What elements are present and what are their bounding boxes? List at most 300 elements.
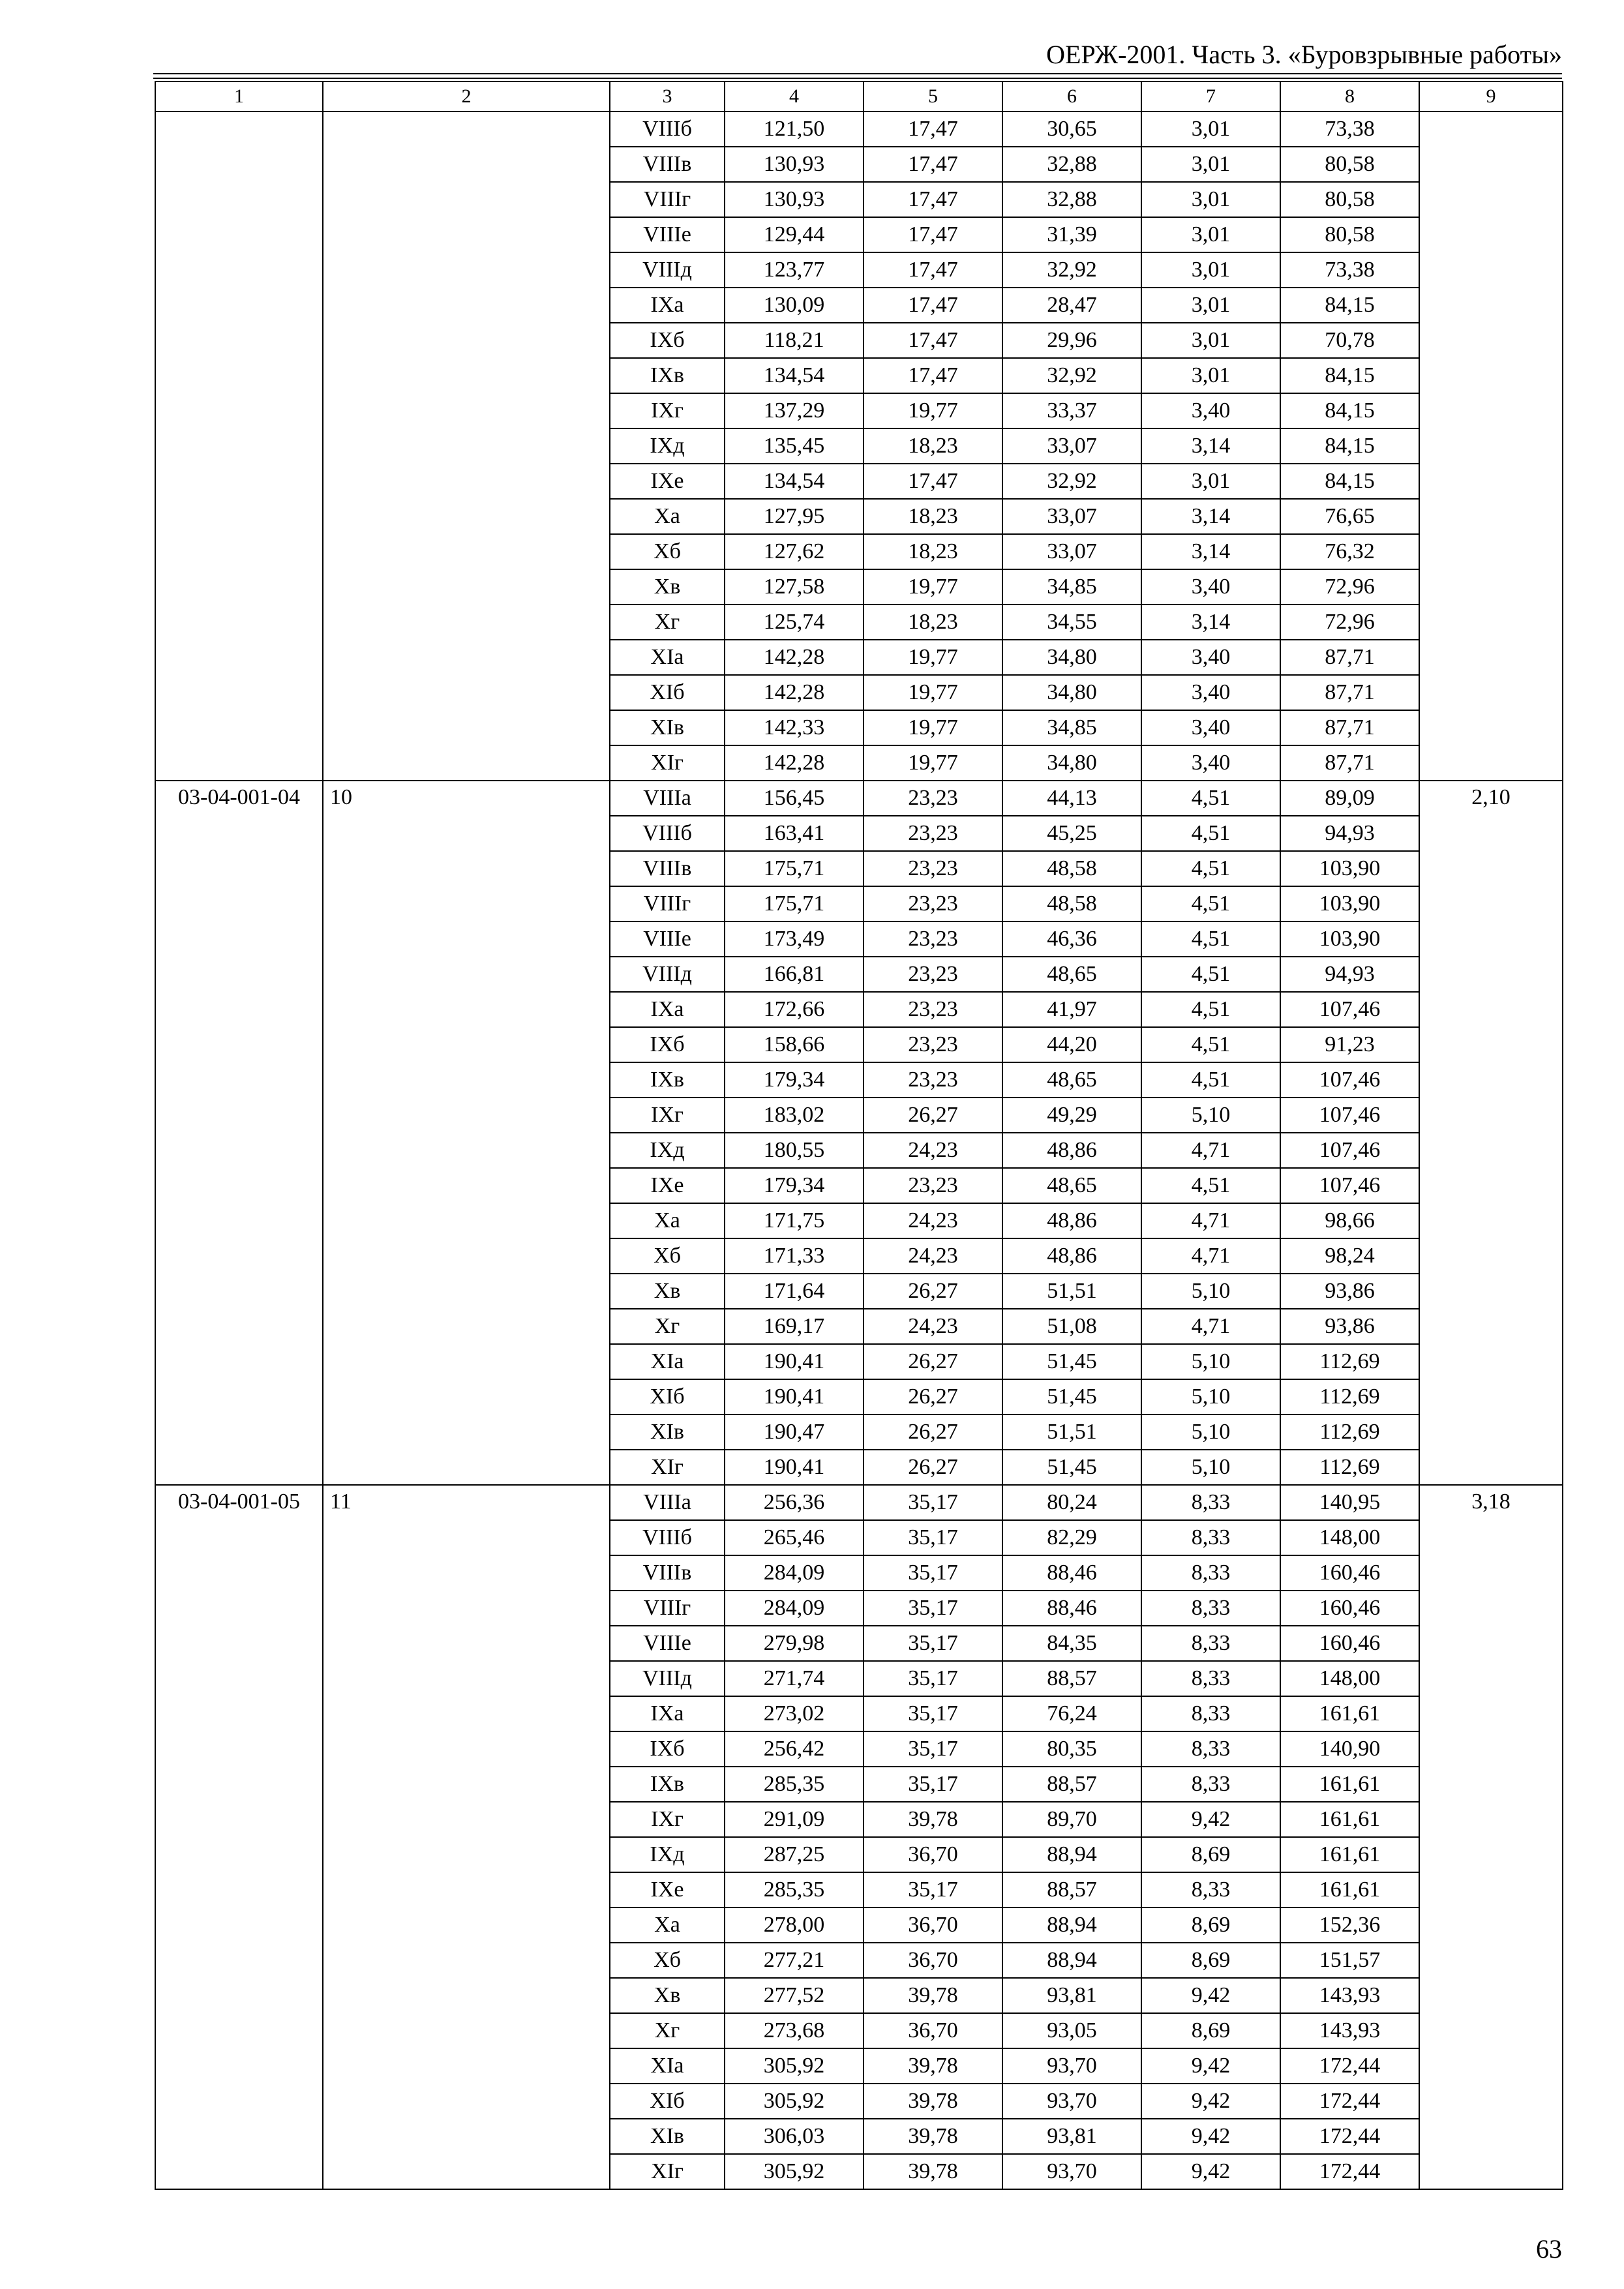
labor-cost-cell: 23,23	[864, 1168, 1002, 1203]
materials-cost-cell: 84,15	[1280, 358, 1419, 393]
machine-cost-cell: 48,86	[1002, 1238, 1141, 1274]
machine-cost-cell: 41,97	[1002, 992, 1141, 1027]
labor-cost-cell: 17,47	[864, 288, 1002, 323]
operator-wage-cell: 5,10	[1141, 1379, 1280, 1414]
labor-cost-cell: 18,23	[864, 605, 1002, 640]
labor-cost-cell: 35,17	[864, 1696, 1002, 1731]
direct-cost-cell: 256,36	[725, 1485, 864, 1520]
rock-category-cell: IXг	[610, 393, 725, 428]
direct-cost-cell: 127,95	[725, 499, 864, 534]
operator-wage-cell: 9,42	[1141, 1802, 1280, 1837]
labor-cost-cell: 35,17	[864, 1767, 1002, 1802]
rock-category-cell: IXе	[610, 1872, 725, 1908]
norm-code-cell	[155, 112, 323, 781]
machine-cost-cell: 88,94	[1002, 1837, 1141, 1872]
labor-cost-cell: 17,47	[864, 252, 1002, 288]
labor-cost-cell: 23,23	[864, 992, 1002, 1027]
machine-cost-cell: 32,88	[1002, 182, 1141, 217]
rock-category-cell: IXг	[610, 1802, 725, 1837]
direct-cost-cell: 130,93	[725, 147, 864, 182]
rock-category-cell: Xб	[610, 534, 725, 569]
machine-cost-cell: 80,24	[1002, 1485, 1141, 1520]
rock-category-cell: Xг	[610, 1309, 725, 1344]
rock-category-cell: VIIIв	[610, 851, 725, 886]
machine-cost-cell: 88,94	[1002, 1908, 1141, 1943]
operator-wage-cell: 8,33	[1141, 1555, 1280, 1591]
rock-category-cell: XIб	[610, 2084, 725, 2119]
column-number-7: 7	[1141, 82, 1280, 112]
page-number: 63	[1536, 2234, 1562, 2264]
machine-cost-cell: 88,46	[1002, 1591, 1141, 1626]
operator-wage-cell: 8,33	[1141, 1872, 1280, 1908]
labor-cost-cell: 17,47	[864, 358, 1002, 393]
labor-cost-cell: 35,17	[864, 1731, 1002, 1767]
machine-cost-cell: 34,85	[1002, 569, 1141, 605]
machine-cost-cell: 45,25	[1002, 816, 1141, 851]
rock-category-cell: VIIIд	[610, 957, 725, 992]
rock-category-cell: VIIIб	[610, 112, 725, 147]
operator-wage-cell: 4,51	[1141, 992, 1280, 1027]
rock-category-cell: IXв	[610, 1062, 725, 1098]
direct-cost-cell: 306,03	[725, 2119, 864, 2154]
direct-cost-cell: 172,66	[725, 992, 864, 1027]
machine-cost-cell: 48,65	[1002, 1168, 1141, 1203]
rock-category-cell: VIIIе	[610, 1626, 725, 1661]
rock-category-cell: VIIIе	[610, 921, 725, 957]
materials-cost-cell: 148,00	[1280, 1661, 1419, 1696]
machine-cost-cell: 82,29	[1002, 1520, 1141, 1555]
operator-wage-cell: 3,14	[1141, 428, 1280, 464]
materials-cost-cell: 72,96	[1280, 569, 1419, 605]
machine-cost-cell: 48,65	[1002, 957, 1141, 992]
materials-cost-cell: 84,15	[1280, 464, 1419, 499]
operator-wage-cell: 9,42	[1141, 2084, 1280, 2119]
column-number-5: 5	[864, 82, 1002, 112]
rock-category-cell: XIб	[610, 675, 725, 710]
materials-cost-cell: 87,71	[1280, 745, 1419, 781]
rock-category-cell: XIв	[610, 1414, 725, 1450]
operator-wage-cell: 4,51	[1141, 1062, 1280, 1098]
operator-wage-cell: 8,33	[1141, 1520, 1280, 1555]
direct-cost-cell: 180,55	[725, 1133, 864, 1168]
operator-wage-cell: 4,51	[1141, 816, 1280, 851]
direct-cost-cell: 284,09	[725, 1555, 864, 1591]
rock-category-cell: Xб	[610, 1943, 725, 1978]
materials-cost-cell: 161,61	[1280, 1872, 1419, 1908]
machine-cost-cell: 84,35	[1002, 1626, 1141, 1661]
machine-cost-cell: 51,08	[1002, 1309, 1141, 1344]
labor-cost-cell: 35,17	[864, 1626, 1002, 1661]
machine-cost-cell: 48,65	[1002, 1062, 1141, 1098]
operator-wage-cell: 3,40	[1141, 745, 1280, 781]
machine-cost-cell: 89,70	[1002, 1802, 1141, 1837]
machine-cost-cell: 93,70	[1002, 2048, 1141, 2084]
direct-cost-cell: 273,02	[725, 1696, 864, 1731]
materials-cost-cell: 80,58	[1280, 182, 1419, 217]
materials-cost-cell: 143,93	[1280, 2013, 1419, 2048]
labor-cost-cell: 19,77	[864, 745, 1002, 781]
direct-cost-cell: 284,09	[725, 1591, 864, 1626]
labor-cost-cell: 24,23	[864, 1203, 1002, 1238]
labor-cost-cell: 39,78	[864, 1802, 1002, 1837]
materials-cost-cell: 103,90	[1280, 921, 1419, 957]
unit-cell: 11	[323, 1485, 610, 2189]
direct-cost-cell: 305,92	[725, 2084, 864, 2119]
operator-wage-cell: 8,69	[1141, 1943, 1280, 1978]
materials-cost-cell: 93,86	[1280, 1274, 1419, 1309]
materials-cost-cell: 87,71	[1280, 640, 1419, 675]
machine-cost-cell: 34,80	[1002, 640, 1141, 675]
machine-cost-cell: 76,24	[1002, 1696, 1141, 1731]
table-body	[155, 82, 1563, 2189]
labor-cost-cell: 24,23	[864, 1133, 1002, 1168]
operator-wage-cell: 3,01	[1141, 112, 1280, 147]
direct-cost-cell: 291,09	[725, 1802, 864, 1837]
operator-wage-cell: 4,51	[1141, 1027, 1280, 1062]
rock-category-cell: Xв	[610, 569, 725, 605]
materials-cost-cell: 91,23	[1280, 1027, 1419, 1062]
column-number-1: 1	[155, 82, 323, 112]
operator-wage-cell: 4,51	[1141, 957, 1280, 992]
labor-cost-cell: 23,23	[864, 886, 1002, 921]
direct-cost-cell: 166,81	[725, 957, 864, 992]
materials-cost-cell: 72,96	[1280, 605, 1419, 640]
machine-cost-cell: 49,29	[1002, 1098, 1141, 1133]
rock-category-cell: VIIIг	[610, 886, 725, 921]
rock-category-cell: VIIIг	[610, 182, 725, 217]
direct-cost-cell: 129,44	[725, 217, 864, 252]
machine-cost-cell: 34,55	[1002, 605, 1141, 640]
labor-cost-cell: 36,70	[864, 2013, 1002, 2048]
operator-wage-cell: 3,01	[1141, 147, 1280, 182]
operator-wage-cell: 4,51	[1141, 886, 1280, 921]
materials-cost-cell: 140,95	[1280, 1485, 1419, 1520]
direct-cost-cell: 134,54	[725, 358, 864, 393]
labor-cost-cell: 39,78	[864, 2154, 1002, 2189]
materials-cost-cell: 160,46	[1280, 1555, 1419, 1591]
operator-wage-cell: 8,33	[1141, 1626, 1280, 1661]
table-row	[155, 112, 1563, 147]
labor-cost-cell: 24,23	[864, 1309, 1002, 1344]
direct-cost-cell: 190,41	[725, 1379, 864, 1414]
operator-wage-cell: 4,51	[1141, 921, 1280, 957]
materials-cost-cell: 161,61	[1280, 1767, 1419, 1802]
materials-cost-cell: 160,46	[1280, 1591, 1419, 1626]
direct-cost-cell: 171,64	[725, 1274, 864, 1309]
labor-cost-cell: 17,47	[864, 464, 1002, 499]
direct-cost-cell: 273,68	[725, 2013, 864, 2048]
machine-cost-cell: 28,47	[1002, 288, 1141, 323]
unit-cell: 10	[323, 781, 610, 1485]
labor-cost-cell: 23,23	[864, 921, 1002, 957]
rock-category-cell: XIв	[610, 2119, 725, 2154]
materials-cost-cell: 107,46	[1280, 1098, 1419, 1133]
rock-category-cell: VIIIд	[610, 1661, 725, 1696]
materials-cost-cell: 151,57	[1280, 1943, 1419, 1978]
machine-cost-cell: 51,45	[1002, 1379, 1141, 1414]
header-rule-bottom	[153, 78, 1562, 79]
labor-cost-cell: 35,17	[864, 1591, 1002, 1626]
rock-category-cell: Xа	[610, 1908, 725, 1943]
operator-wage-cell: 3,01	[1141, 252, 1280, 288]
direct-cost-cell: 142,28	[725, 745, 864, 781]
labor-cost-cell: 24,23	[864, 1238, 1002, 1274]
materials-cost-cell: 112,69	[1280, 1414, 1419, 1450]
rock-category-cell: Xв	[610, 1978, 725, 2013]
machine-cost-cell: 34,85	[1002, 710, 1141, 745]
direct-cost-cell: 305,92	[725, 2154, 864, 2189]
machine-cost-cell: 32,92	[1002, 464, 1141, 499]
materials-cost-cell: 93,86	[1280, 1309, 1419, 1344]
direct-cost-cell: 130,09	[725, 288, 864, 323]
labor-cost-cell: 26,27	[864, 1414, 1002, 1450]
labor-cost-cell: 17,47	[864, 182, 1002, 217]
machine-cost-cell: 51,45	[1002, 1344, 1141, 1379]
direct-cost-cell: 135,45	[725, 428, 864, 464]
direct-cost-cell: 175,71	[725, 851, 864, 886]
table-row	[155, 1485, 1563, 1520]
labor-cost-cell: 18,23	[864, 534, 1002, 569]
machine-cost-cell: 51,51	[1002, 1414, 1141, 1450]
direct-cost-cell: 305,92	[725, 2048, 864, 2084]
direct-cost-cell: 179,34	[725, 1062, 864, 1098]
column-number-2: 2	[323, 82, 610, 112]
operator-wage-cell: 3,01	[1141, 323, 1280, 358]
machine-cost-cell: 46,36	[1002, 921, 1141, 957]
materials-cost-cell: 161,61	[1280, 1837, 1419, 1872]
rock-category-cell: VIIIв	[610, 147, 725, 182]
direct-cost-cell: 142,28	[725, 675, 864, 710]
rock-category-cell: VIIIг	[610, 1591, 725, 1626]
machine-cost-cell: 88,46	[1002, 1555, 1141, 1591]
materials-cost-cell: 107,46	[1280, 1133, 1419, 1168]
labor-cost-cell: 35,17	[864, 1485, 1002, 1520]
materials-cost-cell: 98,24	[1280, 1238, 1419, 1274]
header-rule-top	[153, 73, 1562, 74]
operator-wage-cell: 3,40	[1141, 675, 1280, 710]
direct-cost-cell: 142,33	[725, 710, 864, 745]
rock-category-cell: VIIIб	[610, 816, 725, 851]
direct-cost-cell: 278,00	[725, 1908, 864, 1943]
rock-category-cell: Xа	[610, 499, 725, 534]
operator-wage-cell: 8,33	[1141, 1485, 1280, 1520]
labor-hours-cell: 2,10	[1419, 781, 1563, 1485]
rock-category-cell: XIг	[610, 2154, 725, 2189]
operator-wage-cell: 4,71	[1141, 1203, 1280, 1238]
column-number-3: 3	[610, 82, 725, 112]
labor-cost-cell: 23,23	[864, 816, 1002, 851]
operator-wage-cell: 3,14	[1141, 534, 1280, 569]
materials-cost-cell: 103,90	[1280, 886, 1419, 921]
machine-cost-cell: 44,20	[1002, 1027, 1141, 1062]
column-number-9: 9	[1419, 82, 1563, 112]
labor-cost-cell: 18,23	[864, 428, 1002, 464]
machine-cost-cell: 88,57	[1002, 1661, 1141, 1696]
direct-cost-cell: 175,71	[725, 886, 864, 921]
unit-cell	[323, 112, 610, 781]
operator-wage-cell: 3,01	[1141, 182, 1280, 217]
labor-cost-cell: 26,27	[864, 1274, 1002, 1309]
labor-cost-cell: 35,17	[864, 1520, 1002, 1555]
labor-cost-cell: 19,77	[864, 675, 1002, 710]
materials-cost-cell: 112,69	[1280, 1344, 1419, 1379]
machine-cost-cell: 51,45	[1002, 1450, 1141, 1485]
direct-cost-cell: 277,52	[725, 1978, 864, 2013]
direct-cost-cell: 265,46	[725, 1520, 864, 1555]
operator-wage-cell: 3,14	[1141, 499, 1280, 534]
labor-cost-cell: 26,27	[864, 1450, 1002, 1485]
rock-category-cell: XIа	[610, 2048, 725, 2084]
operator-wage-cell: 9,42	[1141, 2048, 1280, 2084]
materials-cost-cell: 161,61	[1280, 1696, 1419, 1731]
rock-category-cell: IXв	[610, 1767, 725, 1802]
labor-cost-cell: 19,77	[864, 640, 1002, 675]
machine-cost-cell: 93,70	[1002, 2154, 1141, 2189]
operator-wage-cell: 5,10	[1141, 1274, 1280, 1309]
direct-cost-cell: 279,98	[725, 1626, 864, 1661]
operator-wage-cell: 8,69	[1141, 1908, 1280, 1943]
direct-cost-cell: 125,74	[725, 605, 864, 640]
column-number-4: 4	[725, 82, 864, 112]
norm-code-cell: 03-04-001-04	[155, 781, 323, 1485]
rock-category-cell: XIб	[610, 1379, 725, 1414]
rock-category-cell: IXг	[610, 1098, 725, 1133]
materials-cost-cell: 140,90	[1280, 1731, 1419, 1767]
direct-cost-cell: 121,50	[725, 112, 864, 147]
machine-cost-cell: 33,07	[1002, 499, 1141, 534]
machine-cost-cell: 93,05	[1002, 2013, 1141, 2048]
operator-wage-cell: 8,33	[1141, 1696, 1280, 1731]
operator-wage-cell: 5,10	[1141, 1414, 1280, 1450]
materials-cost-cell: 76,65	[1280, 499, 1419, 534]
rock-category-cell: VIIIв	[610, 1555, 725, 1591]
machine-cost-cell: 88,57	[1002, 1767, 1141, 1802]
page-header: ОЕРЖ-2001. Часть 3. «Буровзрывные работы»	[1046, 40, 1562, 69]
labor-cost-cell: 23,23	[864, 957, 1002, 992]
labor-cost-cell: 17,47	[864, 147, 1002, 182]
labor-cost-cell: 19,77	[864, 393, 1002, 428]
rock-category-cell: IXд	[610, 1837, 725, 1872]
labor-cost-cell: 35,17	[864, 1555, 1002, 1591]
operator-wage-cell: 3,40	[1141, 393, 1280, 428]
materials-cost-cell: 84,15	[1280, 393, 1419, 428]
materials-cost-cell: 70,78	[1280, 323, 1419, 358]
rock-category-cell: IXа	[610, 1696, 725, 1731]
column-number-6: 6	[1002, 82, 1141, 112]
direct-cost-cell: 123,77	[725, 252, 864, 288]
materials-cost-cell: 160,46	[1280, 1626, 1419, 1661]
materials-cost-cell: 80,58	[1280, 217, 1419, 252]
machine-cost-cell: 44,13	[1002, 781, 1141, 816]
labor-cost-cell: 17,47	[864, 323, 1002, 358]
rock-category-cell: Xв	[610, 1274, 725, 1309]
direct-cost-cell: 183,02	[725, 1098, 864, 1133]
direct-cost-cell: 156,45	[725, 781, 864, 816]
materials-cost-cell: 103,90	[1280, 851, 1419, 886]
rock-category-cell: VIIIа	[610, 781, 725, 816]
machine-cost-cell: 30,65	[1002, 112, 1141, 147]
machine-cost-cell: 48,58	[1002, 851, 1141, 886]
machine-cost-cell: 88,57	[1002, 1872, 1141, 1908]
operator-wage-cell: 3,01	[1141, 217, 1280, 252]
direct-cost-cell: 179,34	[725, 1168, 864, 1203]
rock-category-cell: Xг	[610, 2013, 725, 2048]
direct-cost-cell: 285,35	[725, 1872, 864, 1908]
direct-cost-cell: 277,21	[725, 1943, 864, 1978]
operator-wage-cell: 3,01	[1141, 358, 1280, 393]
machine-cost-cell: 32,92	[1002, 252, 1141, 288]
machine-cost-cell: 48,58	[1002, 886, 1141, 921]
direct-cost-cell: 134,54	[725, 464, 864, 499]
materials-cost-cell: 148,00	[1280, 1520, 1419, 1555]
rock-category-cell: IXа	[610, 992, 725, 1027]
materials-cost-cell: 172,44	[1280, 2154, 1419, 2189]
machine-cost-cell: 93,81	[1002, 1978, 1141, 2013]
rock-category-cell: VIIIа	[610, 1485, 725, 1520]
labor-cost-cell: 26,27	[864, 1344, 1002, 1379]
rock-category-cell: IXе	[610, 464, 725, 499]
labor-cost-cell: 36,70	[864, 1837, 1002, 1872]
operator-wage-cell: 4,71	[1141, 1133, 1280, 1168]
direct-cost-cell: 285,35	[725, 1767, 864, 1802]
table-row	[155, 781, 1563, 816]
operator-wage-cell: 8,33	[1141, 1591, 1280, 1626]
operator-wage-cell: 8,33	[1141, 1731, 1280, 1767]
materials-cost-cell: 94,93	[1280, 957, 1419, 992]
rock-category-cell: IXд	[610, 1133, 725, 1168]
machine-cost-cell: 32,88	[1002, 147, 1141, 182]
rock-category-cell: VIIIб	[610, 1520, 725, 1555]
labor-cost-cell: 26,27	[864, 1098, 1002, 1133]
materials-cost-cell: 107,46	[1280, 1168, 1419, 1203]
rock-category-cell: Xг	[610, 605, 725, 640]
rock-category-cell: IXб	[610, 1027, 725, 1062]
rock-category-cell: XIг	[610, 1450, 725, 1485]
machine-cost-cell: 51,51	[1002, 1274, 1141, 1309]
materials-cost-cell: 94,93	[1280, 816, 1419, 851]
rock-category-cell: Xб	[610, 1238, 725, 1274]
materials-cost-cell: 107,46	[1280, 1062, 1419, 1098]
operator-wage-cell: 4,51	[1141, 781, 1280, 816]
direct-cost-cell: 190,41	[725, 1450, 864, 1485]
machine-cost-cell: 48,86	[1002, 1203, 1141, 1238]
operator-wage-cell: 3,40	[1141, 710, 1280, 745]
rock-category-cell: IXб	[610, 323, 725, 358]
column-number-8: 8	[1280, 82, 1419, 112]
operator-wage-cell: 9,42	[1141, 2154, 1280, 2189]
materials-cost-cell: 76,32	[1280, 534, 1419, 569]
operator-wage-cell: 5,10	[1141, 1344, 1280, 1379]
direct-cost-cell: 127,62	[725, 534, 864, 569]
operator-wage-cell: 9,42	[1141, 2119, 1280, 2154]
materials-cost-cell: 172,44	[1280, 2048, 1419, 2084]
rock-category-cell: VIIIд	[610, 252, 725, 288]
materials-cost-cell: 152,36	[1280, 1908, 1419, 1943]
machine-cost-cell: 34,80	[1002, 745, 1141, 781]
rock-category-cell: IXб	[610, 1731, 725, 1767]
materials-cost-cell: 84,15	[1280, 428, 1419, 464]
operator-wage-cell: 4,71	[1141, 1309, 1280, 1344]
labor-cost-cell: 23,23	[864, 1062, 1002, 1098]
materials-cost-cell: 112,69	[1280, 1450, 1419, 1485]
labor-hours-cell: 3,18	[1419, 1485, 1563, 2189]
materials-cost-cell: 84,15	[1280, 288, 1419, 323]
direct-cost-cell: 169,17	[725, 1309, 864, 1344]
materials-cost-cell: 143,93	[1280, 1978, 1419, 2013]
direct-cost-cell: 171,75	[725, 1203, 864, 1238]
labor-cost-cell: 19,77	[864, 710, 1002, 745]
materials-cost-cell: 80,58	[1280, 147, 1419, 182]
